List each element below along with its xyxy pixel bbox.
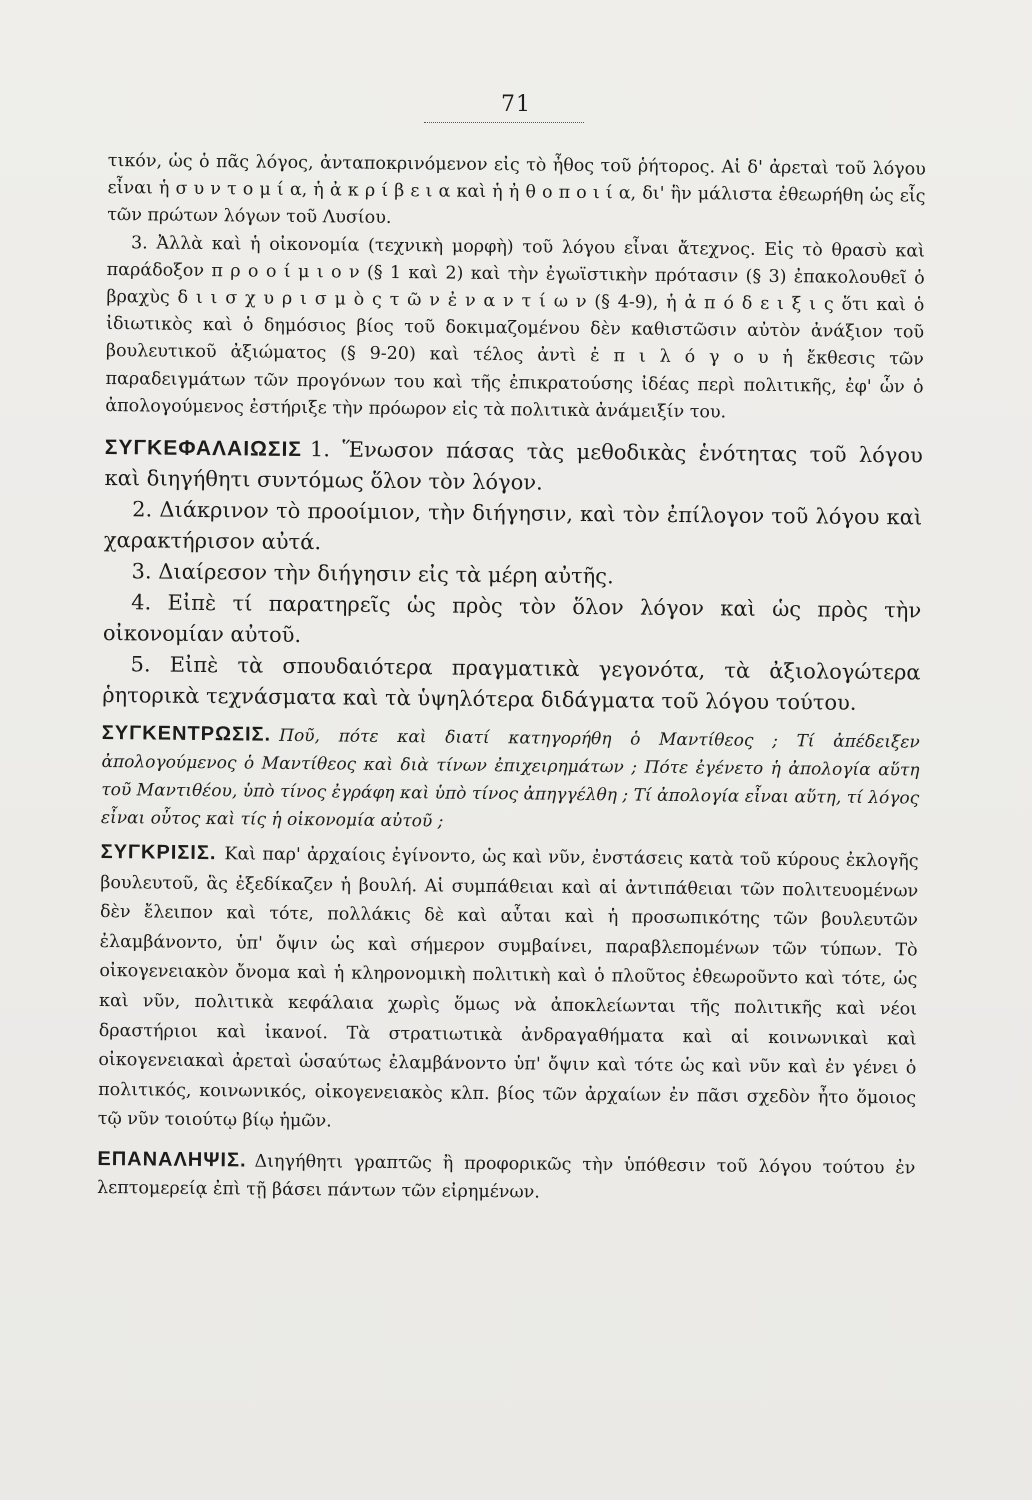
- summary-item: 3. Διαίρεσον τὴν διήγησιν εἰς τὰ μέρη αὐτῆς.: [131, 559, 614, 589]
- concentration-heading: ΣΥΓΚΕΝΤΡΩΣΙΣ.: [101, 721, 272, 746]
- comparison-heading: ΣΥΓΚΡΙΣΙΣ.: [100, 840, 217, 865]
- paragraph-structure: 3. Ἀλλὰ καὶ ἡ οἰκονομία (τεχνικὴ μορφὴ) τοῦ λόγου εἶναι ἄτεχνος. Εἰς τὸ θρασὺ καὶ παράδοξον π ρ ο ο ί μ ι ο ν (§ 1 καὶ 2) καὶ τὴν ἐγωϊστικὴν πρότασιν (§ 3) ἐπακολουθεῖ ὁ βραχὺς δ ι ι σ χ υ ρ ι σ μ ὸ ς τ ῶ ν ἐ ν α ν τ ί ω ν (§ 4-9), ἡ ἀ π ό δ ε ι ξ ι ς ὅτι καὶ ὁ ἰδιωτικὸς καὶ ὁ δημόσιος βίος τοῦ δοκιμαζομένου δὲν καθιστῶσιν αὐτὸν ἀνάξιον τοῦ βουλευτικοῦ ἀξιώματος (§ 9-20) καὶ τέλος ἀντὶ ἐ π ι λ ό γ ο υ ἡ ἔκθεσις τῶν παραδειγμάτων τῶν προγόνων του καὶ τῆς ἐπικρατούσης ἰδέας περὶ πολιτικῆς, ἐφ' ὧν ὁ ἀπολογούμενος ἐστήριξε τὴν πρόωρον εἰς τὰ πολιτικὰ ἀνάμειξίν του.: [105, 232, 926, 423]
- header-rule: [424, 122, 584, 123]
- paragraph-virtues: τικόν, ὡς ὁ πᾶς λόγος, ἀνταποκρινόμενον εἰς τὸ ἦθος τοῦ ῥήτορος. Αἱ δ' ἀρεταὶ τοῦ λόγου εἶναι ἡ σ υ ν τ ο μ ί α, ἡ ἀ κ ρ ί β ε ι α καὶ ἡ ἠ θ ο π ο ι ί α, δι' ἣν μάλιστα ἐθεωρήθη ὡς εἷς τῶν πρώτων λόγων τοῦ Λυσίου.: [107, 150, 926, 229]
- summary-item: 2. Διάκρινον τὸ προοίμιον, τὴν διήγησιν, καὶ τὸν ἐπίλογον τοῦ λόγου καὶ χαρακτήρισον αὐτά.: [103, 497, 923, 555]
- revision-section: [97, 1145, 916, 1211]
- page-number: 71: [501, 92, 531, 117]
- comparison-text: ΣΥΓΚΡΙΣΙΣ. Καὶ παρ' ἀρχαίοις ἐγίνοντο, ὡς καὶ νῦν, ἐνστάσεις κατὰ τοῦ κύρους ἐκλογῆς βουλευτοῦ, ἃς ἐξεδίκαζεν ἡ βουλή. Αἱ συμπάθειαι καὶ αἱ ἀντιπάθειαι τῶν πολιτευομένων δὲν ἔλειπον καὶ τότε, πολλάκις δὲ καὶ αὗται καὶ ἡ προσωπικότης τῶν βουλευτῶν ἐλαμβάνοντο, ὑπ' ὄψιν ὡς καὶ σήμερον συμβαίνει, παραβλεπομένων τῶν τύπων. Τὸ οἰκογενειακὸν ὄνομα καὶ ἡ κληρονομικὴ πολιτικὴ καὶ ὁ πλοῦτος ἐθεωροῦντο καὶ τότε, ὡς καὶ νῦν, πολιτικὰ κεφάλαια χωρὶς ὅμως νὰ ἀποκλείωνται τῆς πολιτικῆς καὶ νέοι δραστήριοι καὶ ἱκανοί. Τὰ στρατιωτικὰ ἀνδραγαθήματα καὶ αἱ κοινωνικαὶ καὶ οἰκογενειακαὶ ἀρεταὶ ὡσαύτως ἐλαμβάνοντο ὑπ' ὄψιν καὶ τότε ὡς καὶ νῦν καὶ ἐν γένει ὁ πολιτικός, κοινωνικός, οἰκογενειακὸς κλπ. βίος τῶν ἀρχαίων ἐν πᾶσι σχεδὸν ἦτο ὅμοιος τῷ νῦν τοιούτῳ βίῳ ἡμῶν.: [97, 840, 919, 1132]
- concentration-questions: ΣΥΓΚΕΝΤΡΩΣΙΣ. Ποῦ, πότε καὶ διατί κατηγορήθη ὁ Μαντίθεος ; Τί ἀπέδειξεν ἀπολογούμενος ὁ Μαντίθεος καὶ διὰ τίνων ἐπιχειρημάτων ; Πότε ἐγένετο ἡ ἀπολογία αὕτη τοῦ Μαντιθέου, ὑπὸ τίνος ἐγράφη καὶ ὑπὸ τίνος ἀπηγγέλθη ; Τί ἀπολογία εἶναι αὕτη, τί λόγος εἶναι οὗτος καὶ τίς ἡ οἰκονομία αὐτοῦ ;: [100, 721, 920, 832]
- commentary-section: [105, 148, 926, 429]
- comparison-section: [98, 838, 919, 1143]
- concentration-section: [101, 719, 920, 841]
- summary-item: 4. Εἰπὲ τί παρατηρεῖς ὡς πρὸς τὸν ὅλον λόγον καὶ ὡς πρὸς τὴν οἰκονομίαν αὐτοῦ.: [102, 590, 922, 648]
- revision-heading: ΕΠΑΝΑΛΗΨΙΣ.: [97, 1147, 247, 1172]
- summary-heading: ΣΥΓΚΕΦΑΛΑΙΩΣΙΣ: [104, 436, 303, 462]
- summary-item: ΣΥΓΚΕΦΑΛΑΙΩΣΙΣ 1. Ἕνωσον πάσας τὰς μεθοδικὰς ἑνότητας τοῦ λόγου καὶ διηγήθητι συντόμως ὅλον τὸν λόγον.: [104, 436, 923, 495]
- summary-section: [102, 432, 923, 720]
- page-body: [97, 148, 926, 1210]
- revision-text: ΕΠΑΝΑΛΗΨΙΣ. Διηγήθητι γραπτῶς ἢ προφορικῶς τὴν ὑπόθεσιν τοῦ λόγου τούτου ἐν λεπτομερείᾳ ἐπὶ τῇ βάσει πάντων τῶν εἰρημένων.: [97, 1147, 916, 1203]
- summary-item: 5. Εἰπὲ τὰ σπουδαιότερα πραγματικὰ γεγονότα, τὰ ἀξιολογώτερα ῥητορικὰ τεχνάσματα καὶ τὰ ὑψηλότερα διδάγματα τοῦ λόγου τούτου.: [102, 652, 921, 715]
